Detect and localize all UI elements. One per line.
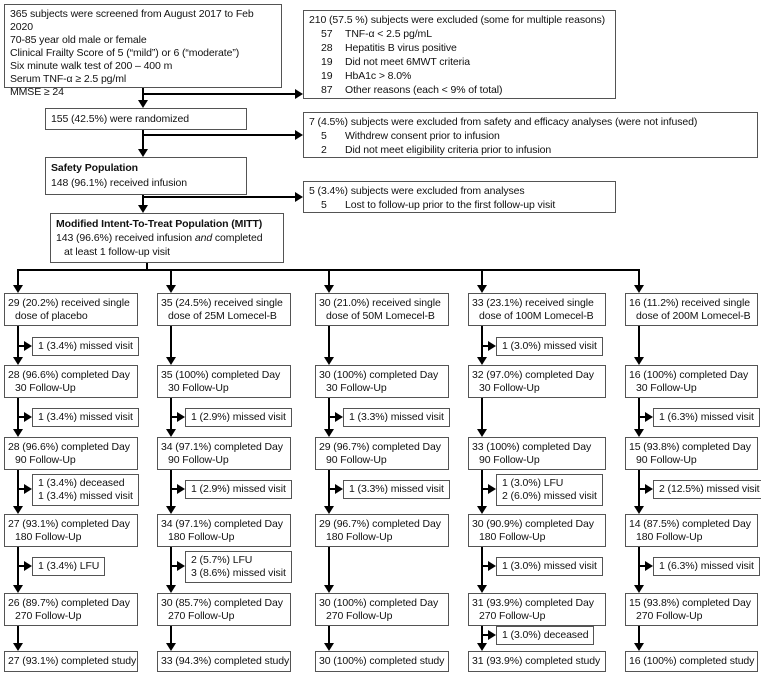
attrition-line: 1 (3.0%) deceased bbox=[502, 629, 589, 641]
attrition-line: 1 (3.4%) missed visit bbox=[38, 490, 133, 502]
day30-box bbox=[4, 365, 138, 398]
attrition-box bbox=[653, 408, 760, 427]
box-line: 35 (100%) completed Day bbox=[161, 369, 281, 381]
arrowhead-right-icon bbox=[24, 561, 32, 571]
arm-box bbox=[4, 293, 138, 326]
arrowhead-right-icon bbox=[488, 341, 496, 351]
connector-line bbox=[328, 398, 330, 429]
attrition-line: 3 (8.6%) missed visit bbox=[191, 567, 286, 579]
excluded-screening-box bbox=[303, 10, 616, 99]
day270-box bbox=[315, 593, 449, 626]
attrition-box bbox=[32, 337, 139, 356]
arrowhead-right-icon bbox=[24, 484, 32, 494]
connector-line bbox=[170, 326, 172, 357]
arrowhead-right-icon bbox=[177, 561, 185, 571]
arrowhead-down-icon bbox=[166, 506, 176, 514]
attrition-line: 1 (3.4%) LFU bbox=[38, 560, 100, 572]
randomized-line: 155 (42.5%) were randomized bbox=[51, 113, 189, 125]
box-line: 30 Follow-Up bbox=[326, 382, 387, 394]
arm-box bbox=[468, 293, 606, 326]
box-line: 30 (100%) completed Day bbox=[319, 369, 439, 381]
connector-line bbox=[328, 326, 330, 357]
box-line: 90 Follow-Up bbox=[479, 454, 540, 466]
exclusion-item bbox=[309, 27, 610, 41]
exclusion-count: 57 bbox=[321, 28, 333, 40]
exclusion-reason: TNF-α < 2.5 pg/mL bbox=[345, 28, 432, 40]
arrowhead-down-icon bbox=[138, 149, 148, 157]
exclusion-item bbox=[309, 129, 752, 143]
box-line: 90 Follow-Up bbox=[168, 454, 229, 466]
exclusion-reason: Lost to follow-up prior to the first follow-up visit bbox=[345, 199, 556, 211]
box-line: 30 (21.0%) received single bbox=[319, 297, 441, 309]
attrition-line: 2 (5.7%) LFU bbox=[191, 554, 253, 566]
arm-box bbox=[157, 293, 291, 326]
day90-box bbox=[315, 437, 449, 470]
population-line: at least 1 follow-up visit bbox=[64, 246, 170, 258]
box-line: dose of placebo bbox=[15, 310, 88, 322]
attrition-box bbox=[496, 626, 594, 645]
attrition-box bbox=[653, 480, 761, 499]
connector-line bbox=[481, 270, 483, 285]
attrition-box bbox=[32, 408, 139, 427]
day30-box bbox=[468, 365, 606, 398]
attrition-line: 1 (3.3%) missed visit bbox=[349, 411, 444, 423]
box-line: 33 (100%) completed Day bbox=[472, 441, 592, 453]
day270-box bbox=[4, 593, 138, 626]
mitt-line1c: completed bbox=[214, 232, 263, 244]
screened-line: 70-85 year old male or female bbox=[10, 34, 147, 46]
connector-line bbox=[481, 398, 483, 429]
box-line: 180 Follow-Up bbox=[636, 531, 703, 543]
box-line: 90 Follow-Up bbox=[636, 454, 697, 466]
box-line: 35 (24.5%) received single bbox=[161, 297, 283, 309]
connector-line bbox=[170, 398, 172, 429]
box-line: 29 (96.7%) completed Day bbox=[319, 518, 441, 530]
safety-population-box bbox=[45, 157, 247, 195]
arrowhead-right-icon bbox=[335, 484, 343, 494]
box-line: 34 (97.1%) completed Day bbox=[161, 441, 283, 453]
arrowhead-right-icon bbox=[177, 484, 185, 494]
box-line: 31 (93.9%) completed study bbox=[472, 655, 601, 667]
attrition-box bbox=[653, 557, 760, 576]
exclusion-item bbox=[309, 55, 610, 69]
day180-box bbox=[315, 514, 449, 547]
screened-line: Clinical Frailty Score of 5 (“mild”) or 6 (“moderate”) bbox=[10, 47, 240, 59]
excluded-analysis-box bbox=[303, 181, 616, 213]
arrowhead-down-icon bbox=[634, 585, 644, 593]
box-line: dose of 25M Lomecel-B bbox=[168, 310, 277, 322]
day180-box bbox=[468, 514, 606, 547]
connector-line bbox=[17, 326, 19, 357]
arrowhead-down-icon bbox=[634, 429, 644, 437]
attrition-line: 1 (3.4%) deceased bbox=[38, 477, 125, 489]
arrowhead-down-icon bbox=[477, 357, 487, 365]
population-title: Safety Population bbox=[51, 162, 138, 174]
box-line: dose of 50M Lomecel-B bbox=[326, 310, 435, 322]
box-line: 90 Follow-Up bbox=[15, 454, 76, 466]
arrowhead-down-icon bbox=[166, 585, 176, 593]
day90-box bbox=[157, 437, 291, 470]
box-line: 33 (23.1%) received single bbox=[472, 297, 594, 309]
arrowhead-right-icon bbox=[488, 484, 496, 494]
connector-line bbox=[17, 270, 19, 285]
mitt-line1-and: and bbox=[194, 232, 213, 244]
attrition-line: 1 (3.4%) missed visit bbox=[38, 411, 133, 423]
arrowhead-down-icon bbox=[138, 100, 148, 108]
arrowhead-down-icon bbox=[166, 285, 176, 293]
day30-box bbox=[625, 365, 758, 398]
box-line: 270 Follow-Up bbox=[479, 610, 546, 622]
exclusion-count: 19 bbox=[321, 56, 333, 68]
screened-box bbox=[4, 4, 282, 98]
day30-box bbox=[315, 365, 449, 398]
exclusion-item bbox=[309, 198, 610, 212]
box-line: 30 (90.9%) completed Day bbox=[472, 518, 594, 530]
box-line: 90 Follow-Up bbox=[326, 454, 387, 466]
arrowhead-down-icon bbox=[138, 205, 148, 213]
arrowhead-down-icon bbox=[166, 429, 176, 437]
arrowhead-down-icon bbox=[324, 429, 334, 437]
day270-box bbox=[625, 593, 758, 626]
arrowhead-down-icon bbox=[13, 357, 23, 365]
box-line: dose of 200M Lomecel-B bbox=[636, 310, 751, 322]
arrowhead-right-icon bbox=[645, 561, 653, 571]
box-line: 180 Follow-Up bbox=[168, 531, 235, 543]
box-line: 33 (94.3%) completed study bbox=[161, 655, 290, 667]
connector-line bbox=[638, 326, 640, 357]
arrowhead-down-icon bbox=[634, 357, 644, 365]
arrowhead-down-icon bbox=[13, 285, 23, 293]
population-title: Modified Intent-To-Treat Population (MITT) bbox=[56, 218, 263, 230]
exclusion-item bbox=[309, 143, 752, 157]
arrowhead-down-icon bbox=[324, 357, 334, 365]
exclusion-count: 87 bbox=[321, 84, 333, 96]
connector-line bbox=[638, 270, 640, 285]
attrition-line: 1 (6.3%) missed visit bbox=[659, 560, 754, 572]
screened-line: MMSE ≥ 24 bbox=[10, 86, 64, 98]
population-line: 148 (96.1%) received infusion bbox=[51, 177, 188, 189]
arrowhead-down-icon bbox=[324, 643, 334, 651]
attrition-line: 1 (3.0%) missed visit bbox=[502, 340, 597, 352]
day180-box bbox=[4, 514, 138, 547]
attrition-line: 1 (3.0%) missed visit bbox=[502, 560, 597, 572]
box-line: 30 (85.7%) completed Day bbox=[161, 597, 283, 609]
box-line: 27 (93.1%) completed Day bbox=[8, 518, 130, 530]
box-line: 15 (93.8%) completed Day bbox=[629, 441, 751, 453]
arrowhead-right-icon bbox=[335, 412, 343, 422]
arrowhead-down-icon bbox=[477, 643, 487, 651]
exclusion-reason: Did not meet 6MWT criteria bbox=[345, 56, 470, 68]
attrition-box bbox=[185, 408, 292, 427]
arrowhead-down-icon bbox=[477, 429, 487, 437]
attrition-line: 1 (2.9%) missed visit bbox=[191, 483, 286, 495]
attrition-box bbox=[496, 474, 603, 506]
arm-box bbox=[625, 293, 758, 326]
arrowhead-down-icon bbox=[13, 585, 23, 593]
day90-box bbox=[4, 437, 138, 470]
exclusion-count: 5 bbox=[321, 130, 327, 142]
column-placebo bbox=[4, 293, 138, 674]
box-line: 30 (100%) completed Day bbox=[319, 597, 439, 609]
day30-box bbox=[157, 365, 291, 398]
box-line: 15 (93.8%) completed Day bbox=[629, 597, 751, 609]
arrowhead-down-icon bbox=[634, 506, 644, 514]
column-100m bbox=[468, 293, 606, 674]
attrition-line: 2 (6.0%) missed visit bbox=[502, 490, 597, 502]
column-200m bbox=[625, 293, 758, 674]
arrowhead-down-icon bbox=[13, 429, 23, 437]
arrowhead-down-icon bbox=[477, 585, 487, 593]
arrowhead-down-icon bbox=[634, 643, 644, 651]
exclusion-count: 19 bbox=[321, 70, 333, 82]
attrition-line: 1 (3.0%) LFU bbox=[502, 477, 564, 489]
box-line: dose of 100M Lomecel-B bbox=[479, 310, 594, 322]
attrition-line: 1 (2.9%) missed visit bbox=[191, 411, 286, 423]
day90-box bbox=[625, 437, 758, 470]
exclusion-reason: Did not meet eligibility criteria prior to infusion bbox=[345, 144, 552, 156]
box-line: 16 (11.2%) received single bbox=[629, 297, 750, 309]
box-line: 29 (96.7%) completed Day bbox=[319, 441, 441, 453]
randomized-box bbox=[45, 108, 247, 130]
exclusion-reason: Withdrew consent prior to infusion bbox=[345, 130, 500, 142]
attrition-box bbox=[496, 337, 603, 356]
screened-line: Serum TNF-α ≥ 2.5 pg/ml bbox=[10, 73, 127, 85]
arrowhead-down-icon bbox=[324, 285, 334, 293]
connector-line bbox=[328, 270, 330, 285]
day180-box bbox=[157, 514, 291, 547]
exclusion-item bbox=[309, 69, 610, 83]
mitt-line1a: 143 (96.6%) received infusion bbox=[56, 232, 193, 244]
arrowhead-right-icon bbox=[24, 412, 32, 422]
box-line: 270 Follow-Up bbox=[636, 610, 703, 622]
population-line bbox=[56, 231, 278, 245]
connector-line bbox=[143, 196, 295, 198]
arm-box bbox=[315, 293, 449, 326]
completed-study-box bbox=[625, 651, 758, 672]
column-50m bbox=[315, 293, 449, 674]
arrowhead-right-icon bbox=[645, 412, 653, 422]
completed-study-box bbox=[4, 651, 138, 672]
day180-box bbox=[625, 514, 758, 547]
box-line: 29 (20.2%) received single bbox=[8, 297, 130, 309]
day270-box bbox=[157, 593, 291, 626]
attrition-box bbox=[185, 480, 292, 499]
connector-line bbox=[142, 130, 144, 149]
box-line: 270 Follow-Up bbox=[15, 610, 82, 622]
exclusion-count: 5 bbox=[321, 199, 327, 211]
connector-line bbox=[328, 547, 330, 585]
exclusion-reason: HbA1c > 8.0% bbox=[345, 70, 412, 82]
exclusion-item bbox=[309, 83, 610, 97]
box-line: 180 Follow-Up bbox=[15, 531, 82, 543]
attrition-line: 1 (3.3%) missed visit bbox=[349, 483, 444, 495]
connector-line bbox=[481, 326, 483, 357]
connector-line bbox=[328, 626, 330, 643]
box-line: 30 Follow-Up bbox=[479, 382, 540, 394]
column-25m bbox=[157, 293, 291, 674]
attrition-line: 2 (12.5%) missed visit bbox=[659, 483, 760, 495]
exclusion-header: 210 (57.5 %) subjects were excluded (some for multiple reasons) bbox=[309, 14, 606, 26]
arrowhead-down-icon bbox=[13, 643, 23, 651]
box-line: 32 (97.0%) completed Day bbox=[472, 369, 594, 381]
connector-line bbox=[638, 626, 640, 643]
box-line: 270 Follow-Up bbox=[168, 610, 235, 622]
attrition-box bbox=[343, 408, 450, 427]
arrowhead-right-icon bbox=[295, 130, 303, 140]
day270-box bbox=[468, 593, 606, 626]
day90-box bbox=[468, 437, 606, 470]
exclusion-count: 2 bbox=[321, 144, 327, 156]
box-line: 26 (89.7%) completed Day bbox=[8, 597, 130, 609]
arrowhead-right-icon bbox=[488, 561, 496, 571]
arrowhead-down-icon bbox=[634, 285, 644, 293]
attrition-box bbox=[496, 557, 603, 576]
box-line: 30 (100%) completed study bbox=[319, 655, 445, 667]
exclusion-item bbox=[309, 41, 610, 55]
attrition-box bbox=[185, 551, 292, 583]
box-line: 14 (87.5%) completed Day bbox=[629, 518, 751, 530]
arrowhead-right-icon bbox=[295, 192, 303, 202]
excluded-randomization-box bbox=[303, 112, 758, 158]
box-line: 27 (93.1%) completed study bbox=[8, 655, 137, 667]
exclusion-header: 5 (3.4%) subjects were excluded from analyses bbox=[309, 185, 525, 197]
attrition-line: 1 (3.4%) missed visit bbox=[38, 340, 133, 352]
attrition-box bbox=[32, 474, 139, 506]
box-line: 16 (100%) completed study bbox=[629, 655, 755, 667]
connector-line bbox=[170, 626, 172, 643]
arrowhead-right-icon bbox=[24, 341, 32, 351]
box-line: 34 (97.1%) completed Day bbox=[161, 518, 283, 530]
arrowhead-down-icon bbox=[13, 506, 23, 514]
box-line: 28 (96.6%) completed Day bbox=[8, 441, 130, 453]
connector-line bbox=[143, 93, 295, 95]
box-line: 30 Follow-Up bbox=[636, 382, 697, 394]
arrowhead-down-icon bbox=[324, 506, 334, 514]
exclusion-count: 28 bbox=[321, 42, 333, 54]
box-line: 270 Follow-Up bbox=[326, 610, 393, 622]
connector-line bbox=[638, 398, 640, 429]
connector-line bbox=[17, 398, 19, 429]
connector-line bbox=[143, 134, 295, 136]
arrowhead-right-icon bbox=[177, 412, 185, 422]
box-line: 180 Follow-Up bbox=[326, 531, 393, 543]
exclusion-header: 7 (4.5%) subjects were excluded from safety and efficacy analyses (were not infused) bbox=[309, 116, 698, 128]
completed-study-box bbox=[157, 651, 291, 672]
arrowhead-down-icon bbox=[477, 285, 487, 293]
exclusion-reason: Hepatitis B virus positive bbox=[345, 42, 457, 54]
completed-study-box bbox=[468, 651, 606, 672]
attrition-box bbox=[32, 557, 105, 576]
box-line: 16 (100%) completed Day bbox=[629, 369, 749, 381]
arrowhead-down-icon bbox=[166, 643, 176, 651]
arrowhead-down-icon bbox=[166, 357, 176, 365]
box-line: 28 (96.6%) completed Day bbox=[8, 369, 130, 381]
arrowhead-down-icon bbox=[477, 506, 487, 514]
arrowhead-right-icon bbox=[295, 89, 303, 99]
arrowhead-right-icon bbox=[488, 630, 496, 640]
connector-line bbox=[17, 626, 19, 643]
attrition-box bbox=[343, 480, 450, 499]
box-line: 180 Follow-Up bbox=[479, 531, 546, 543]
completed-study-box bbox=[315, 651, 449, 672]
screened-line: Six minute walk test of 200 – 400 m bbox=[10, 60, 173, 72]
box-line: 30 Follow-Up bbox=[168, 382, 229, 394]
arrowhead-right-icon bbox=[645, 484, 653, 494]
mitt-box bbox=[50, 213, 284, 263]
attrition-line: 1 (6.3%) missed visit bbox=[659, 411, 754, 423]
connector-line bbox=[170, 270, 172, 285]
exclusion-reason: Other reasons (each < 9% of total) bbox=[345, 84, 503, 96]
screened-line: 365 subjects were screened from August 2017 to Feb 2020 bbox=[10, 8, 254, 33]
arrowhead-down-icon bbox=[324, 585, 334, 593]
box-line: 31 (93.9%) completed Day bbox=[472, 597, 594, 609]
box-line: 30 Follow-Up bbox=[15, 382, 76, 394]
